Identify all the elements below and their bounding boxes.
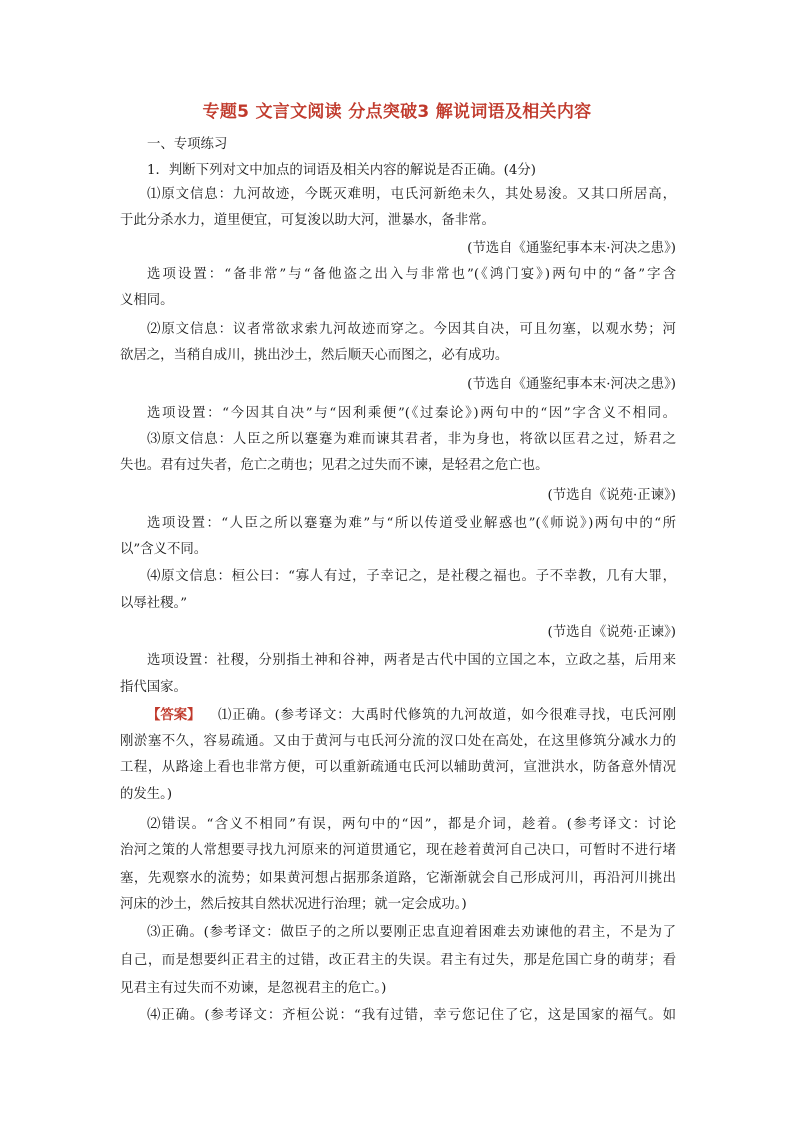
item3-line2: 失也。君有过失者，危亡之萌也；见君之过失而不谏，是轻君之危亡也。 <box>120 458 549 473</box>
item2-option-line1: 选项设置：“今因其自决”与“因利乘便”(《过秦论》)两句中的“因”字含义不相同。 <box>147 406 676 421</box>
answer2-line3: 塞，先观察水的流势；如果黄河想占据那条道路，它渐渐就会自己形成河川，再沿河川挑出 <box>120 871 676 886</box>
answer3-line1: ⑶正确。(参考译文：做臣子的之所以要刚正忠直迎着困难去劝谏他的君主，不是为了 <box>147 925 676 940</box>
answer3-line2: 自己，而是想要纠正君主的过错，改正君主的失误。君主有过失，那是危国亡身的萌芽；看 <box>120 953 676 968</box>
item3-option-line2: 以”含义不同。 <box>120 542 208 557</box>
item1-line1: ⑴原文信息：九河故迹，今既灭难明，屯氏河新绝未久，其处易浚。又其口所居高， <box>147 187 676 202</box>
answer1-line3: 工程，从路途上看也非常方便，可以重新疏通屯氏河以辅助黄河，宣泄洪水，防备意外情况 <box>120 760 676 775</box>
answer2-line4: 河床的沙土，然后按其自然状况进行治理；就一定会成功。) <box>120 897 467 912</box>
item2-line1: ⑵原文信息：议者常欲求索九河故迹而穿之。今因其自决，可且勿塞，以观水势；河 <box>147 322 676 337</box>
item3-line1: ⑶原文信息：人臣之所以蹇蹇为难而谏其君者，非为身也，将欲以匡君之过，矫君之 <box>147 432 676 447</box>
answer1-line1: ⑴正确。(参考译文：大禹时代修筑的九河故道，如今很难寻找，屯氏河刚 <box>218 708 676 723</box>
item2-line2: 欲居之，当稍自成川，挑出沙土，然后顺天心而图之，必有成功。 <box>120 348 509 363</box>
item4-line1: ⑷原文信息：桓公曰：“寡人有过，子幸记之，是社稷之福也。子不幸教，几有大罪， <box>147 569 676 584</box>
answer4-line1: ⑷正确。(参考译文：齐桓公说：“我有过错，幸亏您记住了它，这是国家的福气。如 <box>147 1008 676 1023</box>
item1-option-line1: 选项设置：“备非常”与“备他盗之出入与非常也”(《鸿门宴》)两句中的“备”字含 <box>147 267 676 282</box>
answer2-line2: 治河之策的人常想要寻找九河原来的河道贯通它，现在趁着黄河自己决口，可暂时不进行堵 <box>120 843 676 858</box>
item4-source: (节选自《说苑·正谏》) <box>547 625 676 640</box>
item1-line2: 于此分杀水力，道里便宜，可复浚以助大河，泄暴水，备非常。 <box>120 213 495 228</box>
page-title: 专题5 文言文阅读 分点突破3 解说词语及相关内容 <box>202 102 592 122</box>
item4-option-line2: 指代国家。 <box>120 680 187 695</box>
item2-source: (节选自《通鉴纪事本末·河决之患》) <box>467 377 676 392</box>
item4-option-line1: 选项设置：社稷，分别指土神和谷神，两者是古代中国的立国之本，立政之基，后用来 <box>147 653 676 668</box>
question-stem: 1．判断下列对文中加点的词语及相关内容的解说是否正确。(4分) <box>147 163 537 178</box>
answer-label: 【答案】 <box>147 708 201 723</box>
answer1-line4: 的发生。) <box>120 787 173 802</box>
item1-option-line2: 义相同。 <box>120 293 174 308</box>
section-heading: 一、专项练习 <box>147 137 228 152</box>
item3-option-line1: 选项设置：“人臣之所以蹇蹇为难”与“所以传道受业解惑也”(《师说》)两句中的“所 <box>147 516 676 531</box>
answer3-line3: 见君主有过失而不劝谏，是忽视君主的危亡。) <box>120 981 387 996</box>
answer2-line1: ⑵错误。“含义不相同”有误，两句中的“因”，都是介词，趁着。(参考译文：讨论 <box>147 817 676 832</box>
item3-source: (节选自《说苑·正谏》) <box>547 488 676 503</box>
answer1-line2: 刚淤塞不久，容易疏通。又由于黄河与屯氏河分流的汊口处在高处，在这里修筑分减水力的 <box>120 734 676 749</box>
item4-line2: 以辱社稷。” <box>120 596 188 611</box>
item1-source: (节选自《通鉴纪事本末·河决之患》) <box>467 241 676 256</box>
